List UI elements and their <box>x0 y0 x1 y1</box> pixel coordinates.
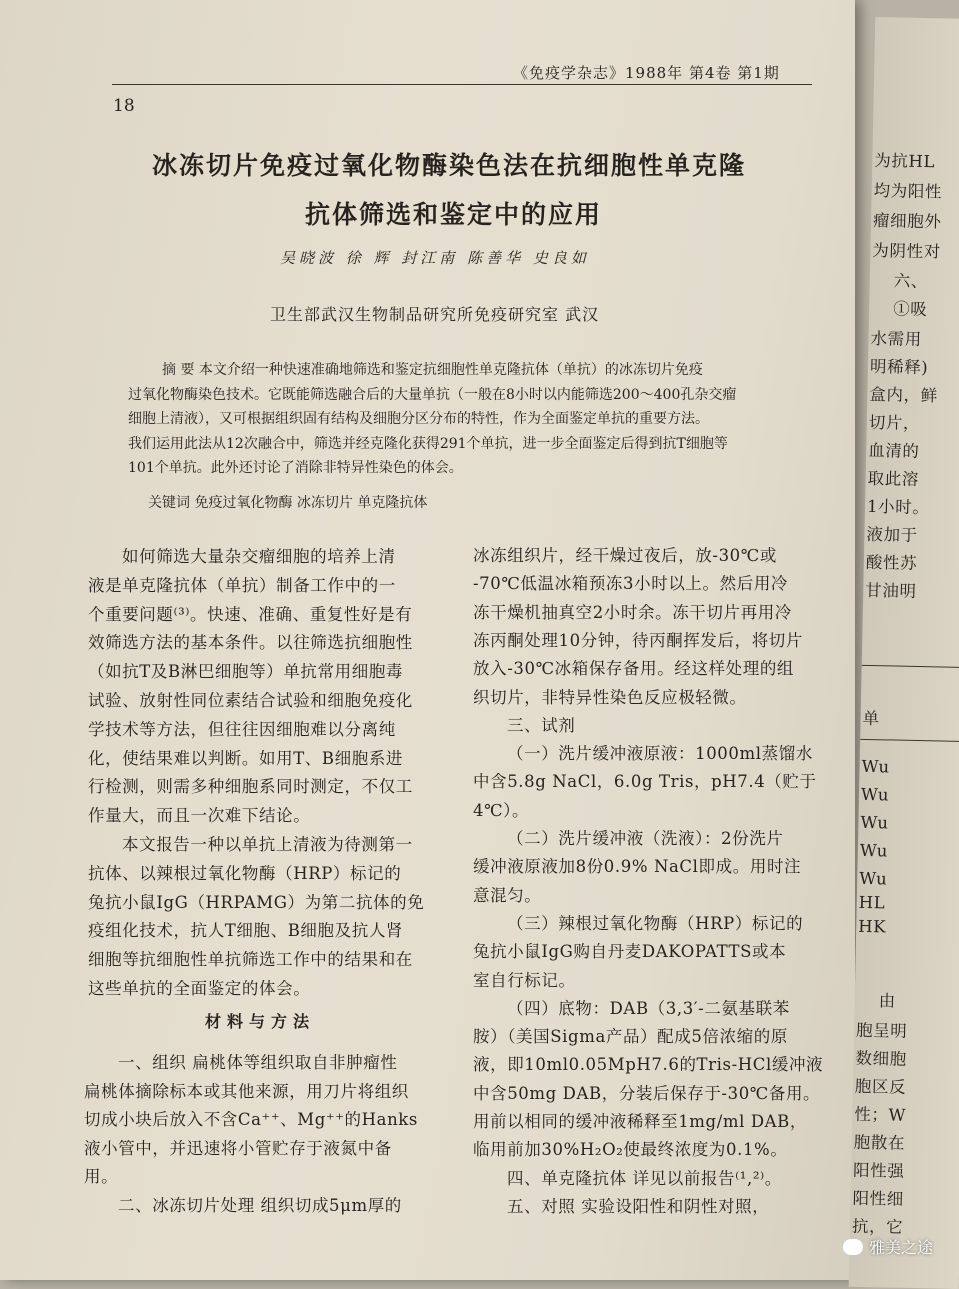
body-text-line: 化，使结果难以判断。如用T、B细胞系进 <box>88 748 404 768</box>
next-page-text-fragment: 抗，它 <box>851 1216 904 1237</box>
next-page-text-fragment: 血清的 <box>868 440 920 462</box>
next-page-text-fragment: 六、 <box>893 271 929 292</box>
next-page-text-fragment: 由 <box>878 991 897 1011</box>
keywords: 关键词 免疫过氧化物酶 冰冻切片 单克隆抗体 <box>148 495 428 511</box>
next-page-text-fragment: 水需用 <box>870 328 923 350</box>
next-page-text-fragment: 数细胞 <box>855 1048 907 1069</box>
body-text-line: 行检测，则需多种细胞系同时测定，不仅工 <box>88 777 413 797</box>
abstract-line: 101个单抗。此外还讨论了消除非特异性染色的体会。 <box>128 460 463 477</box>
body-text-line: 疫组化技术，抗人T细胞、B细胞及抗人肾 <box>88 921 404 941</box>
body-text-line: 五、对照 实验设阳性和阴性对照， <box>507 1196 770 1216</box>
body-text-line: 临用前加30%H₂O₂使最终浓度为0.1%。 <box>473 1140 788 1160</box>
header-rule <box>112 84 812 85</box>
body-text-line: 如何筛选大量杂交瘤细胞的培养上清 <box>122 547 396 566</box>
body-text-line: 试验、放射性同位素结合试验和细胞免疫化 <box>88 691 413 710</box>
body-text-line: 学技术等方法，但往往因细胞难以分离纯 <box>88 719 396 739</box>
page-number: 18 <box>113 96 135 116</box>
body-text-line: 织切片，非特异性染色反应极轻微。 <box>473 687 747 707</box>
next-page-edge <box>849 17 959 1289</box>
next-page-text-fragment: 均为阳性 <box>873 180 943 202</box>
next-page-text-fragment: ①吸 <box>893 299 928 320</box>
body-text-line: 切成小块后放入不含Ca⁺⁺、Mg⁺⁺的Hanks <box>84 1110 418 1129</box>
next-page-text-fragment: 甘油明 <box>865 580 917 601</box>
body-text-line: 一、组织 扁桃体等组织取自非肿瘤性 <box>118 1053 398 1072</box>
article-title-line-1: 冰冻切片免疫过氧化物酶染色法在抗细胞性单克隆 <box>152 151 747 180</box>
next-page-text-fragment: 酸性苏 <box>865 552 918 573</box>
next-page-text-fragment: 1小时。 <box>866 496 930 518</box>
next-page-text-fragment: HL <box>858 892 886 913</box>
next-page-text-fragment: 阳性强 <box>852 1160 905 1181</box>
next-page-text-fragment: Wu <box>860 812 889 833</box>
body-text-line: 放入-30℃冰箱保存备用。经这样处理的组 <box>473 659 795 679</box>
body-text-line: 冻干燥机抽真空2小时余。冻干切片再用冷 <box>473 602 792 622</box>
next-page-text-fragment: 性；W <box>854 1104 907 1125</box>
body-text-line: 这些单抗的全面鉴定的体会。 <box>88 979 311 998</box>
body-text-line: 液小管中，并迅速将小管贮存于液氮中备 <box>84 1138 392 1158</box>
body-text-line: （三）辣根过氧化物酶（HRP）标记的 <box>507 913 804 933</box>
next-page-text-fragment: Wu <box>860 784 890 805</box>
body-text-line: 二、冰冻切片处理 组织切成5μm厚的 <box>118 1195 402 1215</box>
body-text-line: 冰冻组织片，经干燥过夜后，放-30℃或 <box>473 546 777 565</box>
body-text-line: 缓冲液原液加8份0.9% NaCl即成。用时注 <box>473 857 802 877</box>
next-page-text-fragment: 阳性细 <box>852 1188 905 1209</box>
next-page-text-fragment: 胞区反 <box>854 1076 907 1097</box>
table-top-rule <box>862 665 959 668</box>
body-text-line: 个重要问题⁽³⁾。快速、准确、重复性好是有 <box>88 604 413 624</box>
body-text-line: （一）洗片缓冲液原液：1000ml蒸馏水 <box>507 744 813 764</box>
body-text-line: 中含50mg DAB，分装后保存于-30℃备用。 <box>473 1083 821 1103</box>
next-page-text-fragment: 切片， <box>868 412 921 434</box>
body-text-line: 本文报告一种以单抗上清液为待测第一 <box>122 835 413 854</box>
body-text-line: 抗体、以辣根过氧化物酶（HRP）标记的 <box>88 863 402 883</box>
body-text-line: 用前以相同的缓冲液稀释至1mg/ml DAB， <box>473 1112 808 1131</box>
institution: 卫生部武汉生物制品研究所免疫研究室 武汉 <box>270 305 600 324</box>
body-text-line: 兔抗小鼠IgG购自丹麦DAKOPATTS或本 <box>473 942 787 962</box>
methods-heading: 材料与方法 <box>205 1012 316 1031</box>
article-title-line-2: 抗体筛选和鉴定中的应用 <box>305 200 603 229</box>
body-text-line: 细胞等抗细胞性单抗筛选工作中的结果和在 <box>88 950 413 970</box>
next-page-text-fragment: 液加于 <box>866 524 918 545</box>
body-text-line: 效筛选方法的基本条件。以往筛选抗细胞性 <box>88 633 413 653</box>
next-page-text-fragment: HK <box>858 916 887 937</box>
body-text-line: 冻丙酮处理10分钟，待丙酮挥发后，将切片 <box>473 630 803 650</box>
body-text-line: 液，即10ml0.05MpH7.6的Tris-HCl缓冲液 <box>473 1055 824 1075</box>
body-text-line: 兔抗小鼠IgG（HRPAMG）为第二抗体的免 <box>88 892 425 912</box>
body-text-line: 胺）（美国Sigma产品）配成5倍浓缩的原 <box>473 1027 788 1047</box>
abstract-line: 过氧化物酶染色技术。它既能筛选融合后的大量单抗（一般在8小时以内能筛选200～400孔杂交瘤 <box>128 386 737 403</box>
body-text-line: 意混匀。 <box>473 885 542 905</box>
next-page-text-fragment: 胞散在 <box>853 1132 906 1153</box>
watermark <box>843 1235 933 1258</box>
body-text-line: 作量大，而且一次难下结论。 <box>88 806 311 826</box>
abstract-line: 细胞上清液），又可根据组织固有结构及细胞分区分布的特性，作为全面鉴定单抗的重要方法。 <box>128 411 709 428</box>
next-page-text-fragment: 明稀释) <box>869 356 929 378</box>
next-page-text-fragment: 胞呈明 <box>855 1020 908 1041</box>
body-text-line: 中含5.8g NaCl，6.0g Tris，pH7.4（贮于 <box>473 772 817 792</box>
next-page-text-fragment: Wu <box>859 840 889 861</box>
watermark-text: 雅美之途 <box>868 1238 933 1257</box>
next-page-text-fragment: 为阴性对 <box>872 240 942 262</box>
next-page-text-fragment: Wu <box>859 868 888 889</box>
body-text-line: 4℃）。 <box>473 800 530 820</box>
next-page-text-fragment: 瘤细胞外 <box>872 210 942 232</box>
authors: 吴晓波 徐 辉 封江南 陈善华 史良如 <box>280 249 590 267</box>
next-page-text-fragment: 为抗HL <box>874 150 936 172</box>
body-text-line: 室自行标记。 <box>473 970 576 990</box>
body-text-line: （二）洗片缓冲液（洗液）：2份洗片 <box>507 829 784 848</box>
wechat-icon <box>843 1239 863 1255</box>
table-header-rule <box>860 739 959 742</box>
body-text-line: 液是单克隆抗体（单抗）制备工作中的一 <box>88 575 396 595</box>
abstract-line: 摘 要 本文介绍一种快速准确地筛选和鉴定抗细胞性单克隆抗体（单抗）的冰冻切片免疫 <box>162 362 703 378</box>
body-text-line: 四、单克隆抗体 详见以前报告⁽¹,²⁾。 <box>507 1168 782 1188</box>
body-text-line: （如抗T及B淋巴细胞等）单抗常用细胞毒 <box>88 662 404 682</box>
body-text-line: 扁桃体摘除标本或其他来源，用刀片将组织 <box>84 1081 409 1101</box>
body-text-line: （四）底物：DAB（3,3′-二氨基联苯 <box>507 998 790 1018</box>
next-page-text-fragment: 盒内，鲜 <box>869 384 938 406</box>
next-page-text-fragment: Wu <box>861 756 890 777</box>
body-text-line: 三、试剂 <box>507 715 576 735</box>
next-page-text-fragment: 单 <box>862 708 880 729</box>
body-text-line: 用。 <box>84 1167 119 1186</box>
journal-header: 《免疫学杂志》1988年 第4卷 第1期 <box>513 64 780 82</box>
next-page-text-fragment: 取此溶 <box>867 468 920 490</box>
body-text-line: -70℃低温冰箱预冻3小时以上。然后用冷 <box>473 574 789 594</box>
abstract-line: 我们运用此法从12次融合中，筛选并经克隆化获得291个单抗，进一步全面鉴定后得到抗T细胞等 <box>128 435 728 452</box>
